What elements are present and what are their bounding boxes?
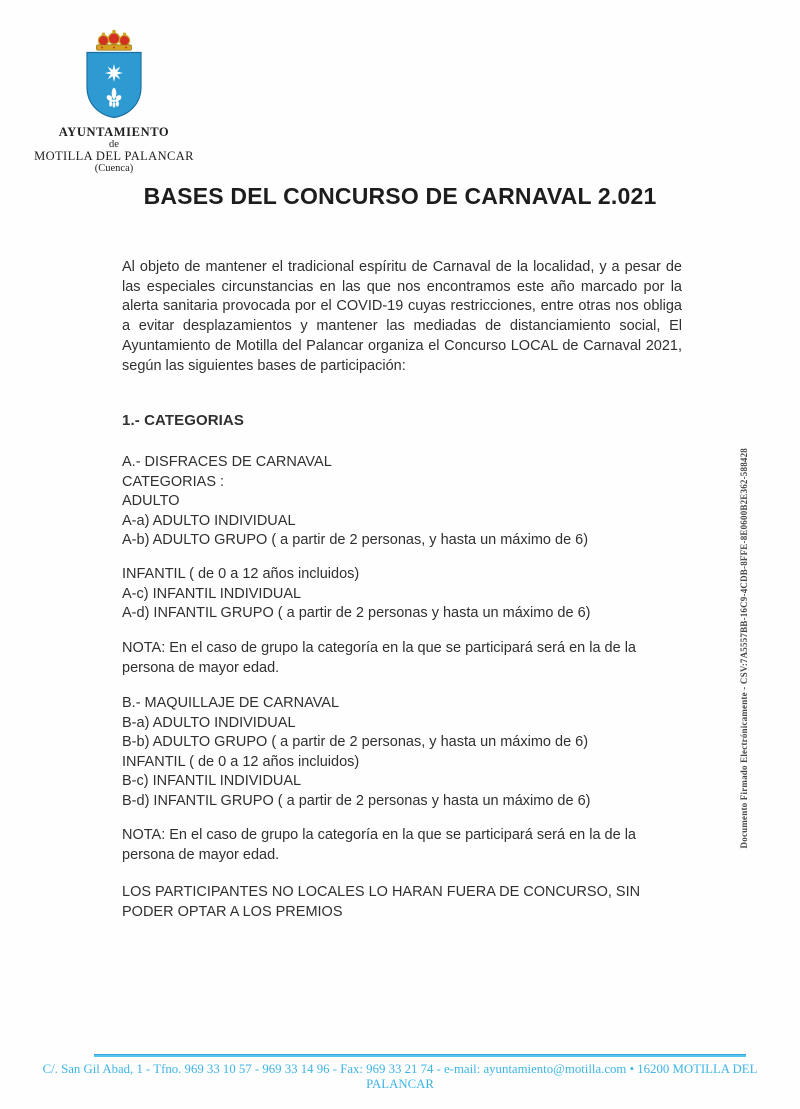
shield-icon — [87, 53, 141, 118]
category-line: B-a) ADULTO INDIVIDUAL — [122, 714, 296, 731]
nota-b-paragraph: NOTA: En el caso de grupo la categoría en la que se participará será en la de la persona de mayor edad. — [122, 827, 636, 863]
org-name: AYUNTAMIENTO — [58, 125, 170, 139]
category-line: INFANTIL ( de 0 a 12 años incluidos) — [122, 753, 360, 770]
coat-of-arms-icon — [82, 26, 146, 122]
footer-contact: C/. San Gil Abad, 1 - Tfno. 969 33 10 57 - 969 33 14 96 - Fax: 969 33 21 74 - e-mail: ayuntamiento@motilla.com • 16200 MOTILLA DEL PALANCAR — [42, 1062, 758, 1091]
intro-paragraph: Al objeto de mantener el tradicional espíritu de Carnaval de la localidad, y a pesar de las especiales circunstancias en las que nos encontramos este año marcado por la alerta sanitaria provocada por el COVID-19 cuyas restricciones, entre otras nos obliga a evitar desplazamientos y mantener las mediadas de distanciamiento social, El Ayuntamiento de Motilla del Palancar organiza el Concurso LOCAL de Carnaval 2021, según las siguientes bases de participación: — [122, 259, 682, 374]
category-a-block — [122, 453, 682, 551]
footer-rule — [94, 1054, 746, 1057]
crown-icon — [97, 30, 132, 50]
category-line: A-c) INFANTIL INDIVIDUAL — [122, 585, 302, 602]
category-line: A-d) INFANTIL GRUPO ( a partir de 2 personas y hasta un máximo de 6) — [122, 605, 591, 622]
org-of: de — [109, 139, 119, 150]
nota-a-paragraph: NOTA: En el caso de grupo la categoría en la que se participará será en la de la persona de mayor edad. — [122, 640, 636, 676]
category-line: B.- MAQUILLAJE DE CARNAVAL — [122, 695, 340, 711]
category-line: A-a) ADULTO INDIVIDUAL — [122, 512, 296, 529]
document-title: BASES DEL CONCURSO DE CARNAVAL 2.021 — [143, 183, 657, 209]
category-line: B-c) INFANTIL INDIVIDUAL — [122, 773, 302, 790]
category-line: A.- DISFRACES DE CARNAVAL — [122, 454, 332, 470]
signature-stamp-text: Documento Firmado Electrónicamente - CSV:7A5557BB-16C9-4CDB-8FFE-8E0600B2E362-588428 — [739, 447, 749, 849]
category-a-infantil-block — [122, 565, 682, 624]
category-line: CATEGORIAS : — [122, 473, 225, 490]
non-local-participants-note: LOS PARTICIPANTES NO LOCALES LO HARAN FUERA DE CONCURSO, SIN PODER OPTAR A LOS PREMIOS — [122, 884, 641, 920]
category-line: B-d) INFANTIL GRUPO ( a partir de 2 personas y hasta un máximo de 6) — [122, 792, 591, 809]
category-b-block — [122, 694, 682, 812]
category-line: B-b) ADULTO GRUPO ( a partir de 2 personas, y hasta un máximo de 6) — [122, 734, 589, 751]
signature-stamp — [734, 447, 754, 849]
category-line: A-b) ADULTO GRUPO ( a partir de 2 personas, y hasta un máximo de 6) — [122, 532, 589, 549]
category-line: INFANTIL ( de 0 a 12 años incluidos) — [122, 566, 360, 582]
org-province: (Cuenca) — [94, 163, 134, 174]
municipal-logo — [28, 26, 200, 175]
category-line: ADULTO — [122, 493, 180, 510]
star-icon — [105, 64, 123, 82]
org-municipality: MOTILLA DEL PALANCAR — [34, 149, 194, 163]
section-heading: 1.- CATEGORIAS — [122, 412, 244, 429]
